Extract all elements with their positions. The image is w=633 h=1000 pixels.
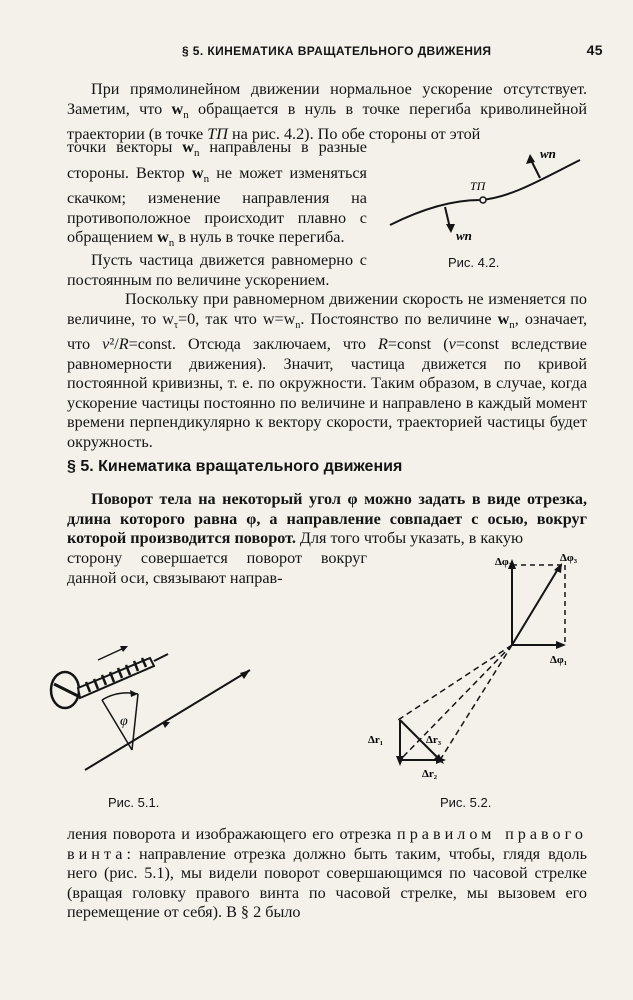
label-wn-top: wп bbox=[540, 146, 556, 161]
screw-drawing bbox=[51, 646, 168, 708]
section-heading: § 5. Кинематика вращательного движения bbox=[67, 458, 403, 475]
header-section-title: § 5. КИНЕМАТИКА ВРАЩАТЕЛЬНОГО ДВИЖЕНИЯ bbox=[182, 44, 492, 58]
vector-dphi3 bbox=[512, 569, 558, 645]
caption-fig-5-2: Рис. 5.2. bbox=[440, 795, 492, 810]
dashed-guide bbox=[398, 645, 512, 720]
paragraph-normal-acceleration-cont: точки векторы $w_n$ направлены в разные стороны. Вектор $w_n$ не может изменяться скачком; изменение направления на противоположное происходит плавно с обращением $w_n$ в нуль в точке перегиба. bbox=[67, 138, 367, 250]
dashed-guide bbox=[440, 645, 512, 760]
paragraph-rotation-cont: сторону совершается поворот вокруг данной оси, связывают направ- bbox=[67, 549, 367, 587]
label-phi: φ bbox=[120, 714, 128, 729]
arrow-head-icon bbox=[446, 224, 455, 233]
figure-4-2 bbox=[380, 140, 600, 250]
label-dr1: Δr₁ bbox=[368, 734, 384, 746]
label-dphi1: Δφ₁ bbox=[550, 654, 568, 666]
caption-fig-4-2: Рис. 4.2. bbox=[448, 255, 500, 270]
paragraph-uniform-motion: Пусть частица движется равномерно с постоянным по величине ускорением. bbox=[67, 251, 367, 289]
paragraph-right-screw: ления поворота и изображающего его отрезка правилом правого винта: направление отрезка должно быть таким, чтобы, глядя вдоль него (рис. 5.1), мы видели поворот совершающимся по часовой стрелке (вращая головку правого винта по часовой стрелке, мы вызовем его перемещение от себя). В § 2 было bbox=[67, 825, 587, 921]
figure-5-2 bbox=[360, 545, 590, 785]
angle-ray bbox=[132, 694, 138, 750]
paragraph-uniform-motion-cont: Поскольку при равномерном движении скорость не изменяется по величине, то $w_\tau=0$, так что $w=w_n$. Постоянство по величине $w_n$, означает, что v²/R=const. Отсюда заключаем, что R=const (v=const вследствие равномерности движения). Значит, частица движется по кривой постоянной кривизны, т. е. по окружности. Таким образом, в случае, когда ускорение частицы постоянно по величине и направлено в каждый момент времени перпендикулярно к вектору скорости, траекторией частицы будет окружность. bbox=[67, 290, 587, 451]
paragraph-rotation: Поворот тела на некоторый угол φ можно задать в виде отрезка, длина которого равна φ, а направление совпадает с осью, вокруг которой производится поворот. Для того чтобы указать, в какую bbox=[67, 490, 587, 547]
arrow-head-icon bbox=[162, 722, 170, 728]
label-dphi2: Δφ₂ bbox=[495, 556, 513, 568]
dashed-guide bbox=[400, 645, 512, 760]
arrow-head-icon bbox=[556, 641, 566, 649]
label-dr2: Δr₂ bbox=[422, 768, 438, 780]
motion-arrow bbox=[98, 648, 124, 660]
caption-fig-5-1: Рис. 5.1. bbox=[108, 795, 160, 810]
page-number: 45 bbox=[586, 42, 603, 58]
figure-5-1 bbox=[40, 630, 270, 790]
running-header bbox=[0, 40, 633, 62]
inflection-point bbox=[480, 197, 486, 203]
label-tp: ТП bbox=[470, 179, 486, 193]
arrow-head-icon bbox=[526, 154, 535, 164]
label-dr3: Δr₃ bbox=[426, 734, 442, 746]
paragraph-normal-acceleration: При прямолинейном движении нормальное ускорение отсутствует. Заметим, что $w_n$ обращается в нуль в точке перегиба криволинейной траектории (в точке ТП на рис. 4.2). По обе стороны от этой bbox=[67, 80, 587, 144]
arrow-head-icon bbox=[130, 690, 138, 697]
arrow-head-icon bbox=[240, 670, 250, 679]
label-dphi3: Δφ₃ bbox=[560, 552, 578, 564]
label-wn-bottom: wп bbox=[456, 228, 472, 243]
